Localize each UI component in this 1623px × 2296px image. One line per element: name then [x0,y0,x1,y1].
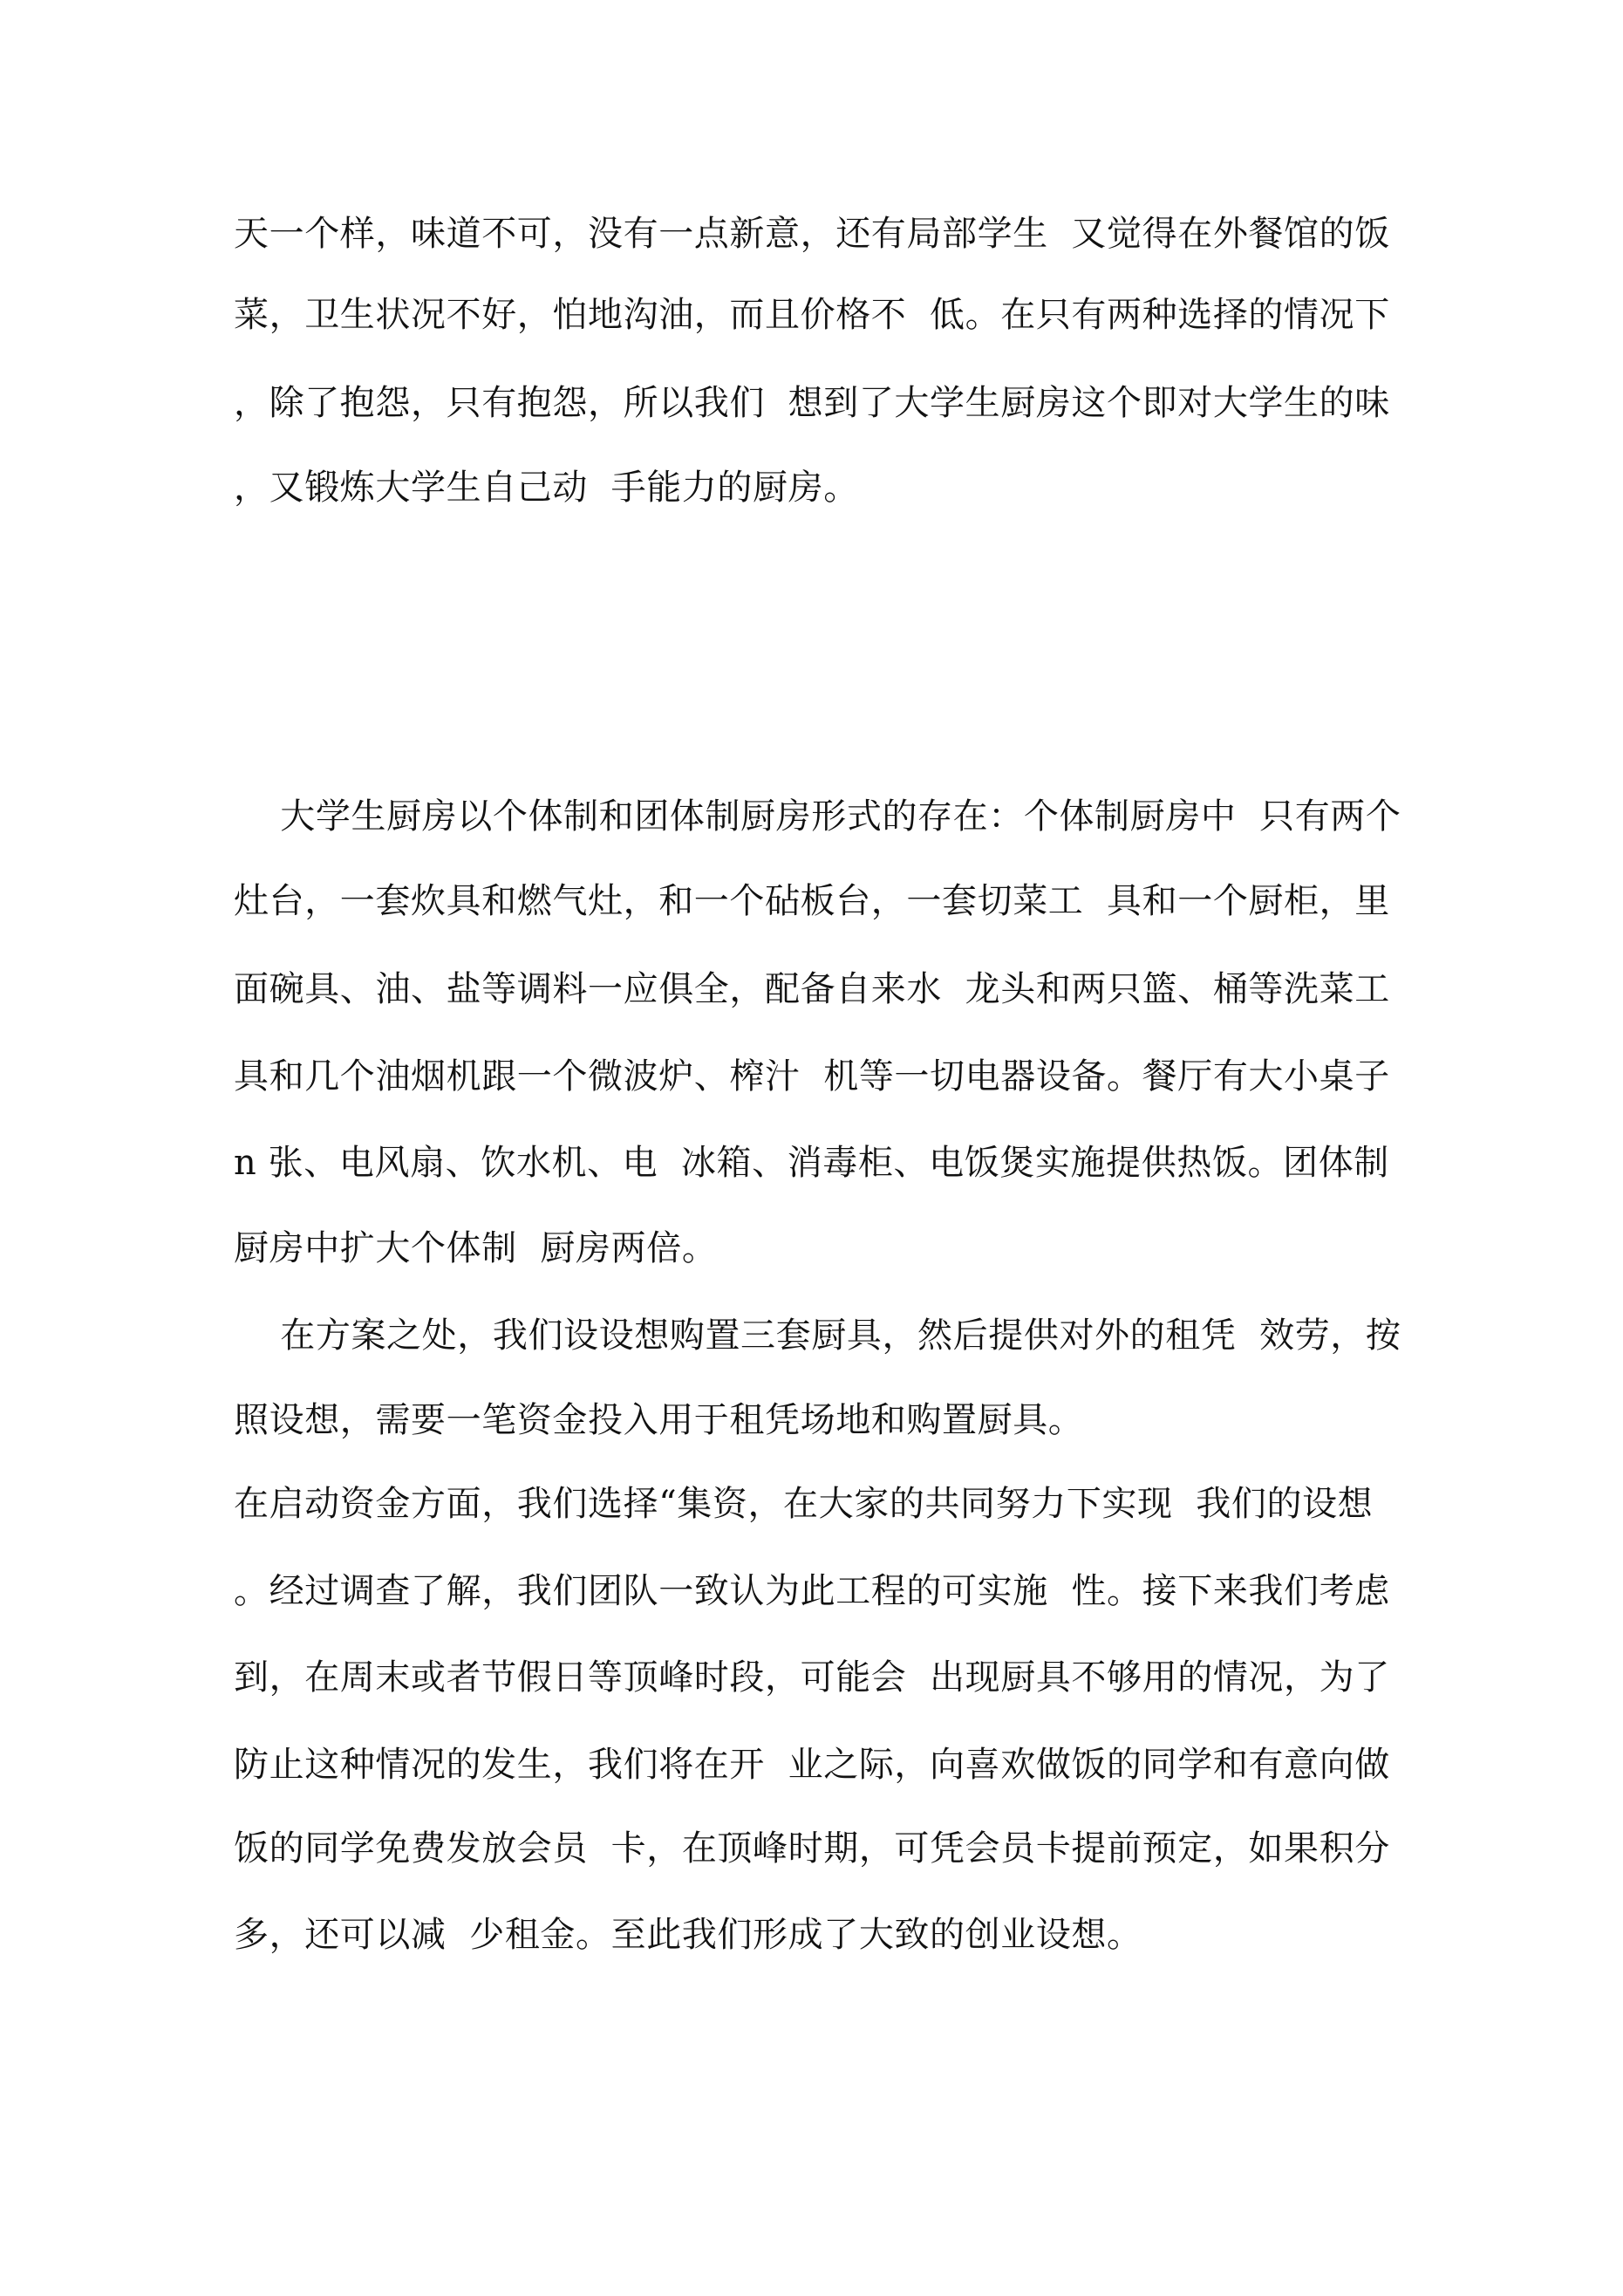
text-line: 面碗具、油、盐等调料一应俱全，配备自来水 龙头和两只篮、桶等洗菜工 [234,969,1390,1009]
text-line: 饭的同学免费发放会员 卡，在顶峰时期，可凭会员卡提前预定，如果积分 [234,1828,1390,1869]
text-line: ，除了抱怨，只有抱怨，所以我们 想到了大学生厨房这个即对大学生的味 [234,383,1390,423]
text-line: 大学生厨房以个体制和团体制厨房形式的存在：个体制厨房中 只有两个 [234,796,1401,837]
text-line: 防止这种情况的发生，我们将在开 业之际，向喜欢做饭的同学和有意向做 [234,1745,1390,1785]
text-line: ，又锻炼大学生自己动 手能力的厨房。 [234,468,859,508]
text-line: 到，在周末或者节假日等顶峰时段，可能会 出现厨具不够用的情况，为了 [234,1657,1390,1698]
text-line: n 张、电风扇、饮水机、电 冰箱、消毒柜、电饭煲实施提供热饭。团体制 [234,1143,1389,1183]
text-line: 。经过调查了解，我们团队一致认为此工程的可实施 性。接下来我们考虑 [234,1571,1390,1611]
text-line: 具和几个油烟机跟一个微波炉、榨汁 机等一切电器设备。餐厅有大小桌子 [234,1056,1390,1097]
text-line: 在方案之处，我们设设想购置三套厨具，然后提供对外的租凭 效劳，按 [234,1315,1401,1356]
text-line: 灶台，一套炊具和燃气灶，和一个砧板台，一套切菜工 具和一个厨柜，里 [234,881,1390,921]
text-line: 厨房中扩大个体制 厨房两倍。 [234,1228,718,1268]
text-line: 多，还可以减 少租金。至此我们形成了大致的创业设想。 [234,1915,1142,1955]
text-line: 在启动资金方面，我们选择“集资，在大家的共同努力下实现 我们的设想 [234,1484,1374,1524]
text-line: 天一个样，味道不可，没有一点新意，还有局部学生 又觉得在外餐馆的饭 [234,214,1390,254]
text-line: 照设想，需要一笔资金投入用于租凭场地和购置厨具。 [234,1400,1084,1440]
text-line: 菜，卫生状况不好，怕地沟油，而且价格不 低。在只有两种选择的情况下 [234,295,1390,335]
